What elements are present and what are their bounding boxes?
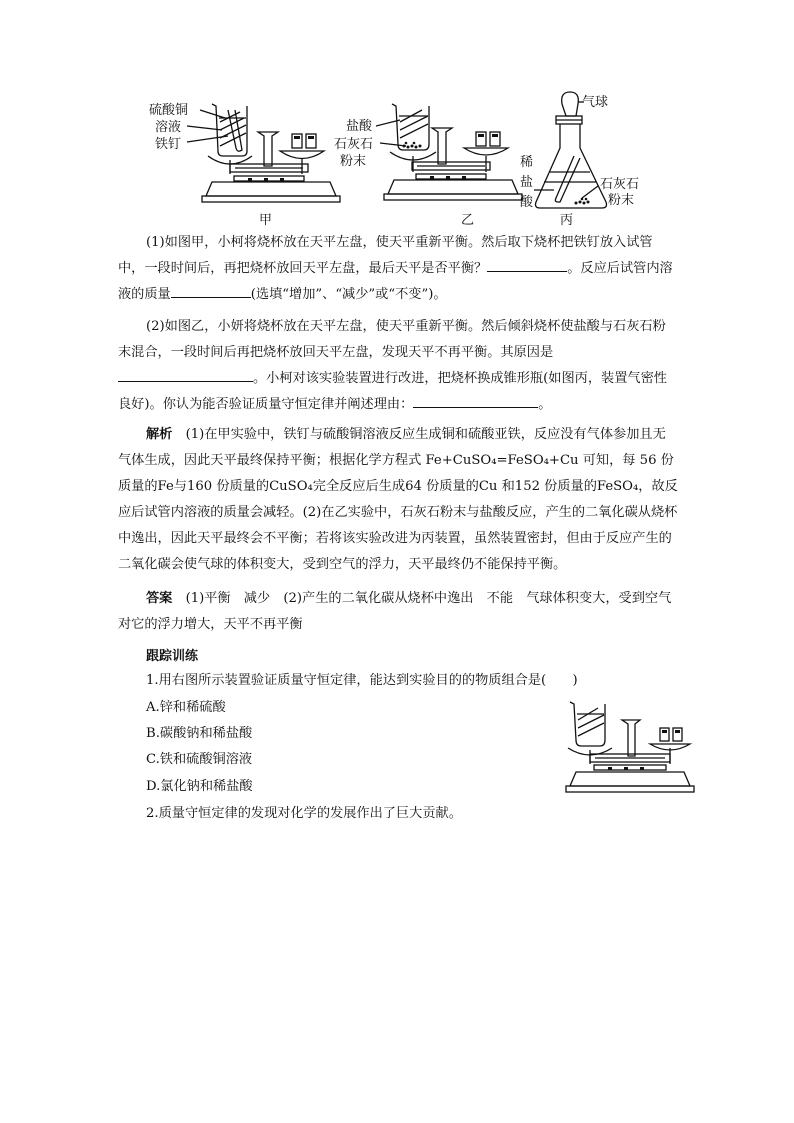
answer-text: (1)平衡 减少 (2)产生的二氧化碳从烧杯中逸出 不能 气球体积变大，受到空气对它的浮力增大，天平不再平衡 xyxy=(118,591,672,632)
figure-yi-label-hydrochloric-acid: 盐酸 xyxy=(346,119,373,134)
training-balance-figure xyxy=(566,698,696,796)
figure-jia xyxy=(140,96,340,226)
analysis-text: (1)在甲实验中，铁钉与硫酸铜溶液反应生成铜和硫酸亚铁，反应没有气体参加且无气体生成，因此天平最终保持平衡；根据化学方程式 Fe+CuSO₄=FeSO₄+Cu 可知，每 56 份质量的Fe与160 份质量的CuSO₄完全反应后生成64 份质量的Cu 和152 份质量的FeSO₄，故反应后试管内溶液的质量会减轻。(2)在乙实验中，石灰石粉末与盐酸反应，产生的二氧化碳从烧杯中逸出，因此天平最终会不平衡；若将该实验改进为丙装置，虽然装置密封，但由于反应产生的二氧化碳会使气球的体积变大，受到空气的浮力，天平最终仍不能保持平衡。 xyxy=(118,427,678,572)
option-b[interactable]: B.碳酸钠和稀盐酸 xyxy=(146,726,253,741)
balance-yi-drawing xyxy=(328,96,528,206)
figure-jia-label-solution: 溶液 xyxy=(155,120,182,135)
question-2-blank-verify[interactable] xyxy=(413,393,538,408)
question-2-text-b: 。小柯对该实验装置进行改进，把烧杯换成锥形瓶(如图丙，装置气密性良好)。你认为能否验证质量守恒定律并阐述理由： xyxy=(118,371,667,412)
analysis-label: 解析 xyxy=(146,427,173,442)
question-1-text-c: (选填“增加”、“减少”或“不变”)。 xyxy=(250,287,447,302)
question-2-text-a: (2)如图乙，小妍将烧杯放在天平左盘，使天平重新平衡。然后倾斜烧杯使盐酸与石灰石粉末混合，一段时间后再把烧杯放回天平左盘，发现天平不再平衡。其原因是 xyxy=(118,319,666,360)
question-1-blank-mass[interactable] xyxy=(171,283,251,298)
figure-yi-label-powder: 粉末 xyxy=(340,154,367,169)
figure-yi-caption: 乙 xyxy=(461,213,475,228)
conical-flask-drawing xyxy=(510,90,680,226)
figure-jia-label-iron-nail: 铁钉 xyxy=(155,137,182,152)
answer-label: 答案 xyxy=(146,591,173,606)
option-c[interactable]: C.铁和硫酸铜溶液 xyxy=(146,752,253,767)
question-2-paragraph xyxy=(118,314,678,418)
figure-yi-label-limestone: 石灰石 xyxy=(334,137,374,152)
figure-yi xyxy=(328,96,528,226)
option-d[interactable]: D.氯化钠和稀盐酸 xyxy=(146,779,253,794)
answer-paragraph xyxy=(118,586,678,638)
figure-bing-caption: 丙 xyxy=(560,213,574,228)
figure-bing-label-limestone: 石灰石 xyxy=(600,177,640,192)
question-1-blank-balance[interactable] xyxy=(487,257,567,272)
figure-bing xyxy=(510,90,680,226)
figure-bing-label-dilute-1: 稀 xyxy=(520,155,534,170)
option-a[interactable]: A.锌和稀硫酸 xyxy=(146,700,226,715)
question-1-text-a: (1)如图甲，小柯将烧杯放在天平左盘，使天平重新平衡。然后取下烧杯把铁钉放入试管中，一段时间后，再把烧杯放回天平左盘，最后天平是否平衡？ xyxy=(118,235,653,276)
training-question-2-stem: 2.质量守恒定律的发现对化学的发展作出了巨大贡献。 xyxy=(146,806,462,821)
training-question-1-stem: 1.用右图所示装置验证质量守恒定律，能达到实验目的的物质组合是( ) xyxy=(146,673,578,688)
figure-bing-label-dilute-3: 酸 xyxy=(520,195,534,210)
question-2-text-c: 。 xyxy=(538,397,552,412)
analysis-paragraph xyxy=(118,422,678,578)
balance-jia-drawing xyxy=(140,96,340,206)
figure-bing-label-balloon: 气球 xyxy=(582,95,609,110)
question-1-paragraph xyxy=(118,230,678,308)
question-1-text-b: 。反应后试管内溶液的质量 xyxy=(118,261,673,302)
figure-jia-label-copper-sulfate: 硫酸铜 xyxy=(149,103,189,118)
training-heading: 跟踪训练 xyxy=(146,649,199,664)
figure-jia-caption: 甲 xyxy=(259,213,273,228)
question-2-blank-reason[interactable] xyxy=(118,367,253,382)
figure-bing-label-dilute-2: 盐 xyxy=(520,175,534,190)
figure-bing-label-powder: 粉末 xyxy=(608,193,635,208)
